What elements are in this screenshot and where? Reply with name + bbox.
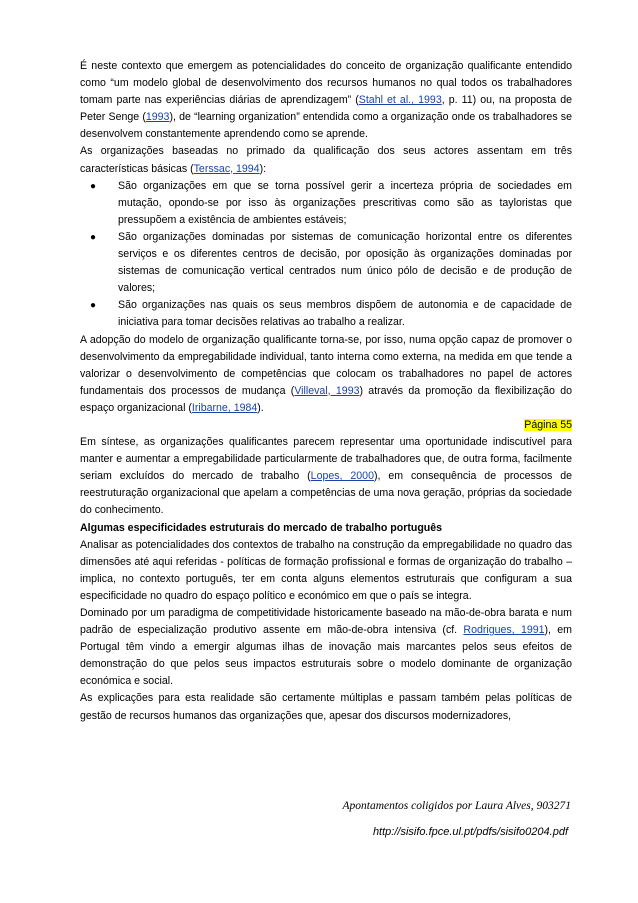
text: ). bbox=[257, 401, 264, 414]
citation-link-lopes[interactable]: Lopes, 2000 bbox=[310, 470, 374, 483]
section-heading: Algumas especificidades estruturais do mercado de trabalho português bbox=[80, 521, 443, 534]
list-item-text: São organizações em que se torna possível gerir a incerteza própria de sociedades em mutação, opondo-se por isso às organizações prescritivas como são as tayloristas que pressupõem a existência de ambientes estáveis; bbox=[118, 179, 572, 226]
citation-link-stahl[interactable]: Stahl et al., 1993 bbox=[358, 94, 442, 107]
text: ), em Portugal têm vindo a emergir algumas ilhas de inovação mais marcantes pelos seus efeitos de demonstração do que pelos seus impactos estruturais sobre o modelo dominante de organização económica e social. bbox=[80, 624, 572, 688]
citation-link-rodrigues[interactable]: Rodrigues, 1991 bbox=[463, 624, 545, 637]
list-item bbox=[80, 178, 572, 229]
text: É neste contexto que emergem as potencialidades do conceito de organização qualificante entendido como “um modelo global de desenvolvimento dos recursos humanos no qual todos os trabalhadores tomam parte nas experiências diárias de aprendizagem” ( bbox=[80, 60, 572, 107]
paragraph-5: Analisar as potencialidades dos contextos de trabalho na construção da empregabilidade no quadro das dimensões até aqui referidas - políticas de formação profissional e formas de organização do trabalho – implica, no contexto português, ter em conta alguns elementos estruturais que configuram a sua especificidade no quadro do espaço político e económico em que o país se integra. bbox=[80, 538, 572, 602]
text: ), em consequência de processos de reestruturação organizacional que apelam a competências de uma nova geração, próprias da sociedade do conhecimento. bbox=[80, 470, 572, 517]
text: ), de “learning organization” entendida como a organização onde os trabalhadores se desenvolvem constantemente aprendendo como se aprende. bbox=[80, 111, 572, 141]
paragraph-3 bbox=[80, 332, 572, 417]
list-item bbox=[80, 229, 572, 297]
text: A adopção do modelo de organização qualificante torna-se, por isso, numa opção capaz de promover o desenvolvimento da empregabilidade individual, tanto interna como externa, na medida em que tende a valorizar o desenvolvimento de competências que colocam os trabalhadores no papel de actores fundamentais dos processos de mudança ( bbox=[80, 333, 572, 397]
list-item bbox=[80, 297, 572, 331]
footer-credit: Apontamentos coligidos por Laura Alves, 903271 bbox=[342, 800, 571, 812]
paragraph-7: As explicações para esta realidade são certamente múltiplas e passam também pelas políticas de gestão de recursos humanos das organizações que, apesar dos discursos modernizadores, bbox=[80, 692, 572, 722]
citation-link-senge[interactable]: 1993 bbox=[145, 111, 170, 124]
text: Em síntese, as organizações qualificantes parecem representar uma oportunidade indiscutível para manter e aumentar a empregabilidade particularmente de trabalhadores que, de outra forma, facilmente seriam excluídos do mercado de trabalho ( bbox=[80, 436, 572, 483]
text: Dominado por um paradigma de competitividade historicamente baseado na mão-de-obra barata e num padrão de especialização produtivo assente em mão-de-obra intensiva (cf. bbox=[80, 607, 572, 637]
list-item-text: São organizações dominadas por sistemas de comunicação horizontal entre os diferentes serviços e os diferentes centros de decisão, por oposição às organizações dominadas por sistemas de comunicação vertical centrados num único pólo de decisão e de produção de valores; bbox=[118, 230, 572, 295]
bullet-icon: ● bbox=[90, 231, 97, 243]
text: , p. 11) ou, na proposta de Peter Senge ( bbox=[80, 94, 572, 124]
text: As organizações baseadas no primado da qualificação dos seus actores assentam em três características básicas ( bbox=[80, 145, 572, 175]
bullet-list bbox=[80, 178, 572, 332]
paragraph-4 bbox=[80, 434, 572, 519]
text: ): bbox=[259, 162, 267, 175]
citation-link-villeval[interactable]: Villeval, 1993 bbox=[294, 384, 360, 397]
page-marker-row bbox=[80, 417, 572, 434]
citation-link-iribarne[interactable]: Iribarne, 1984 bbox=[191, 401, 258, 414]
list-item-text: São organizações nas quais os seus membros dispõem de autonomia e de capacidade de iniciativa para tomar decisões relativas ao trabalho a realizar. bbox=[118, 299, 572, 329]
bullet-icon: ● bbox=[90, 300, 97, 312]
text: ) através da promoção da flexibilização do espaço organizacional ( bbox=[80, 384, 573, 414]
page-marker: Página 55 bbox=[524, 418, 572, 431]
citation-link-terssac[interactable]: Terssac, 1994 bbox=[193, 162, 260, 175]
bullet-icon: ● bbox=[90, 180, 97, 192]
paragraph-2 bbox=[80, 143, 572, 177]
footer-url[interactable]: http://sisifo.fpce.ul.pt/pdfs/sisifo0204.pdf bbox=[372, 826, 568, 838]
paragraph-6 bbox=[80, 605, 572, 690]
paragraph-1 bbox=[80, 58, 572, 143]
document-body bbox=[80, 58, 572, 725]
